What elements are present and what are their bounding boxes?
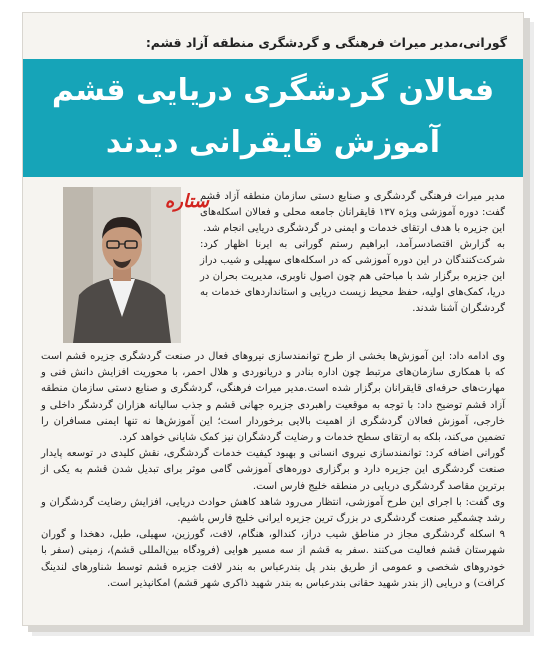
lead-paragraph: مدیر میراث فرهنگی گردشگری و صنایع دستی سازمان منطقه آزاد قشم گفت: دوره آموزشی ویژه ۱۳۷ قایقرانان جامعه محلی و فعالان اسکله‌های این جزیره با هدف ارتقای خدمات و ایمنی در گردشگری دریایی انجام شد.: [200, 191, 505, 234]
article-kicker: گورانی،مدیر میراث فرهنگی و گردشگری منطقه آزاد قشم:: [145, 35, 507, 50]
lead-text: [200, 189, 505, 317]
body-paragraph: ۹ اسکله گردشگری مجاز در مناطق شیب دراز، کندالو، هنگام، لافت، گورزین، سهیلی، طبل، دهخدا و گوران شهرستان قشم فعالیت می‌کنند .سفر به قشم از سه مسیر هوایی (فرودگاه بین‌المللی قشم)، زمینی (سفر با خودروهای شخصی و عمومی از طریق بندر پل بندرعباس به بندر لافت جزیره قشم توسط شناورهای لندینگ کرافت) و دریایی (از بندر شهید حقانی بندرعباس به بندر شهید ذاکری شهر قشم) امکانپذیر است.: [41, 529, 505, 589]
headline-line-1: فعالان گردشگری دریایی قشم: [51, 73, 495, 108]
article-page: [22, 12, 524, 626]
portrait-photo: [63, 187, 181, 343]
portrait-photo-illustration: [63, 187, 181, 343]
article-headline: [43, 65, 503, 169]
body-paragraph: گورانی اضافه کرد: توانمندسازی نیروی انسانی و بهبود کیفیت خدمات گردشگری، نقش کلیدی در توسعه پایدار صنعت گردشگری این جزیره دارد و برگزاری دوره‌های آموزشی گامی موثر برای تبدیل شدن قشم به یکی از برترین مقاصد گردشگری دریایی در منطقه خلیج فارس است.: [41, 448, 505, 492]
body-paragraph: وی گفت: با اجرای این طرح آموزشی، انتظار می‌رود شاهد کاهش حوادث دریایی، افزایش رضایت گردشگران و رشد چشمگیر صنعت گردشگری در بزرگ ترین جزیره ایرانی خلیج فارس باشیم.: [41, 496, 505, 525]
headline-line-2: آموزش قایقرانی دیدند: [105, 125, 441, 160]
lead-paragraph: به گزارش اقتصادسرآمد، ابراهیم رستم گورانی به ایرنا اظهار کرد: شرکت‌کنندگان در این دوره آموزشی که در اسکله‌های سهیلی و شیب دراز این جزیره برگزار شد با مباحثی هم چون اصول ناوبری، مدیریت بحران در دریا، کمک‌های اولیه، حفظ محیط زیست دریایی و استانداردهای خدمات به گردشگران آشنا شدند.: [200, 239, 505, 314]
body-paragraph: وی ادامه داد: این آموزش‌ها بخشی از طرح توانمندسازی نیروهای فعال در صنعت گردشگری جزیره قشم است که با همکاری سازمان‌های مرتبط چون اداره بنادر و دریانوردی و هلال احمر، با محوریت افزایش دانش فنی و مهارت‌های حرفه‌ای قایقرانان برگزار شده است.مدیر میراث فرهنگی، گردشگری و صنایع دستی سازمان منطقه آزاد قشم توضیح داد: با توجه به موقعیت راهبردی جزیره جهانی قشم و جذب سالیانه هزاران گردشگر داخلی و خارجی، آموزش فعالان گردشگری از اهمیت بالایی برخوردار است؛ این آموزش‌ها نه تنها ایمنی مسافران را تضمین می‌کند، بلکه به ارتقای سطح خدمات و رضایت گردشگران نیز کمک شایانی خواهد کرد.: [41, 351, 505, 444]
publication-logo: ستاره: [164, 191, 209, 212]
body-text: [41, 349, 505, 592]
